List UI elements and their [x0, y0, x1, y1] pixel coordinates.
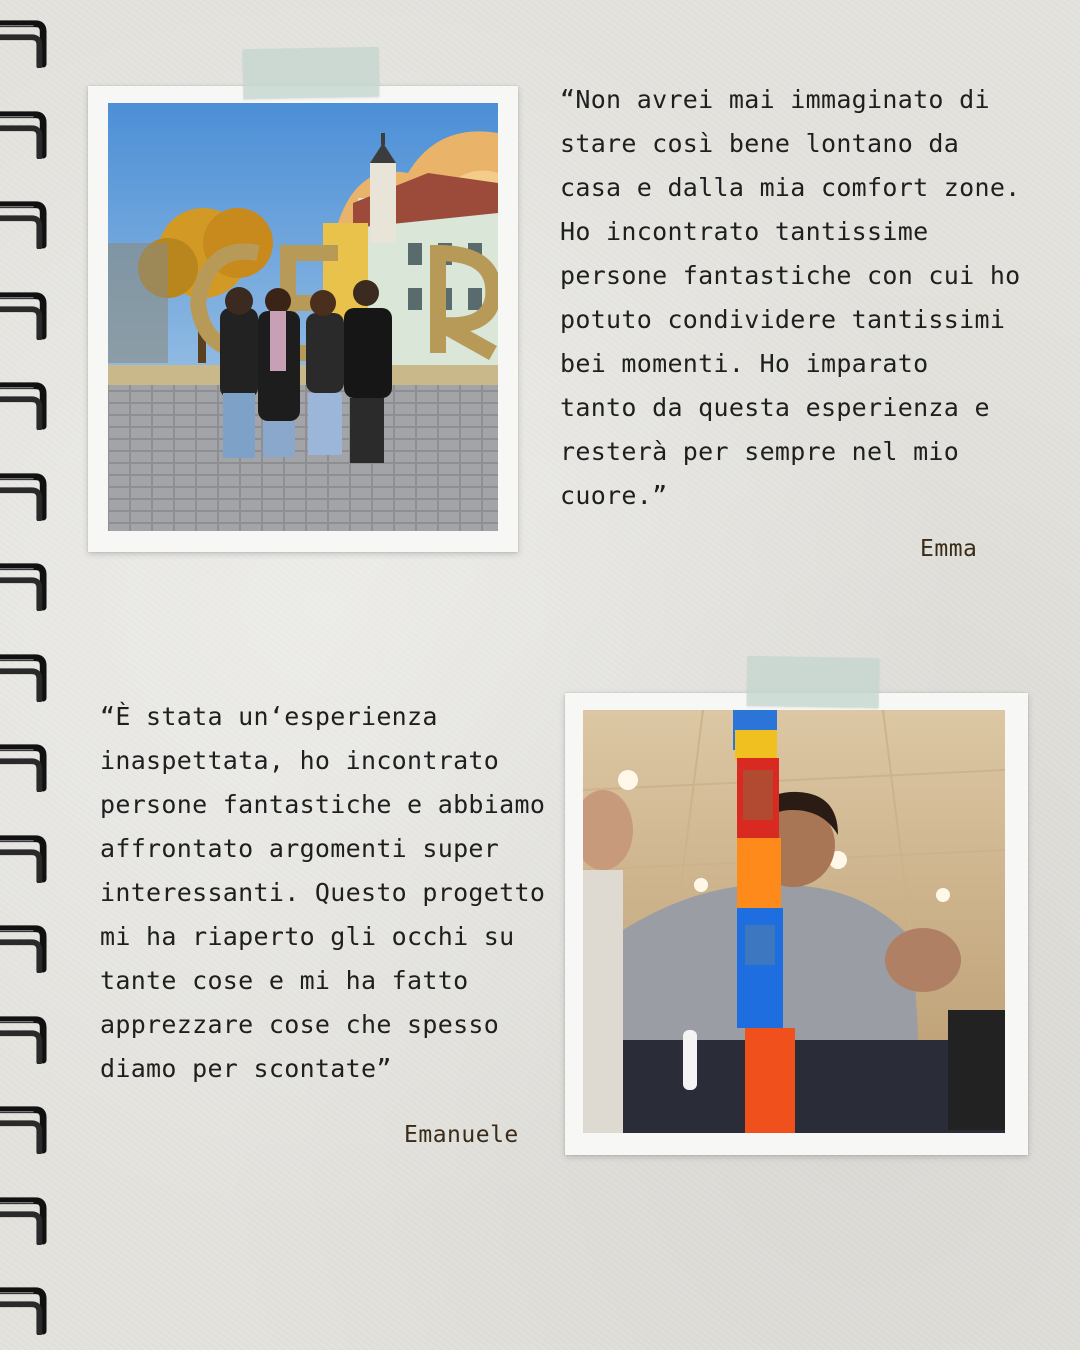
testimonial-author-emma: Emma — [920, 536, 978, 562]
group-photo-image — [108, 103, 498, 531]
spiral-ring — [0, 742, 48, 792]
spiral-ring — [0, 923, 48, 973]
tape-strip — [243, 47, 380, 99]
testimonial-quote-emma: “Non avrei mai immaginato di stare così bene lontano da casa e dalla mia comfort zone. Ho incontrato tantissime persone fantastiche con cui ho potuto condividere tantissimi bei momenti. Ho imparato tanto da questa esperienza e resterà per sempre nel mio cuore.” — [560, 85, 1021, 510]
tape-strip — [747, 656, 880, 708]
spiral-ring — [0, 18, 48, 68]
spiral-ring — [0, 199, 48, 249]
polaroid-photo-tower — [565, 693, 1028, 1155]
spiral-ring — [0, 561, 48, 611]
testimonial-quote-emanuele: “È stata un‘esperienza inaspettata, ho incontrato persone fantastiche e abbiamo affrontato argomenti super interessanti. Questo progetto mi ha riaperto gli occhi su tante cose e mi ha fatto apprezzare cose che spesso diamo per scontate” — [100, 702, 546, 1083]
spiral-ring — [0, 1104, 48, 1154]
testimonial-author-emanuele: Emanuele — [404, 1122, 519, 1148]
spiral-ring — [0, 290, 48, 340]
polaroid-photo-group — [88, 86, 518, 552]
spiral-ring — [0, 1014, 48, 1064]
spiral-ring — [0, 471, 48, 521]
spiral-ring — [0, 1285, 48, 1335]
spiral-ring — [0, 380, 48, 430]
spiral-ring — [0, 833, 48, 883]
spiral-binding — [0, 0, 60, 1350]
group-photo — [108, 103, 498, 531]
tower-photo — [583, 710, 1005, 1133]
spiral-ring — [0, 1195, 48, 1245]
tower-photo-image — [583, 710, 1005, 1133]
spiral-ring — [0, 109, 48, 159]
spiral-ring — [0, 652, 48, 702]
